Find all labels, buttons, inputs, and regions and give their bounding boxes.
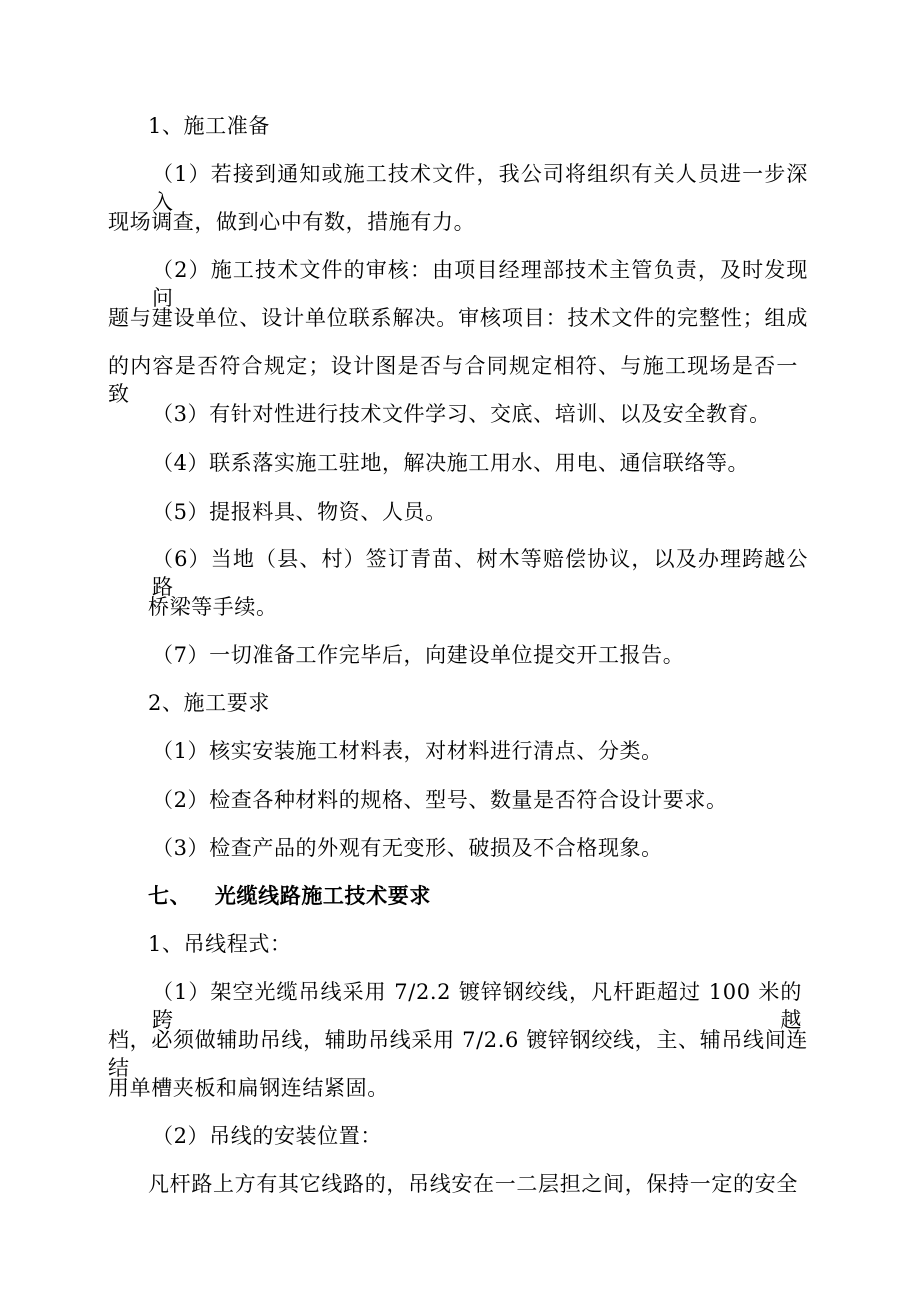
paragraph-line: （3）检查产品的外观有无变形、破损及不合格现象。 (152, 836, 663, 860)
heading-suspension-wire-type: 1、吊线程式： (148, 932, 292, 956)
heading-construction-requirements: 2、施工要求 (148, 691, 270, 715)
paragraph-line: （1）架空光缆吊线采用 7/2.2 镀锌钢绞线，凡杆距超过 100 米的跨越 (152, 980, 802, 1032)
paragraph-line: （7）一切准备工作完毕后，向建设单位提交开工报告。 (152, 643, 685, 667)
heading-construction-preparation: 1、施工准备 (148, 114, 270, 138)
paragraph-line: 的内容是否符合规定；设计图是否与合同规定相符、与施工现场是否一致 (108, 354, 798, 406)
section-heading-cable-line-requirements: 七、 光缆线路施工技术要求 (148, 883, 431, 908)
paragraph-line: （2）施工技术文件的审核：由项目经理部技术主管负责，及时发现问 (152, 258, 808, 310)
paragraph-line: 凡杆路上方有其它线路的，吊线安在一二层担之间，保持一定的安全 (148, 1172, 798, 1196)
paragraph-line: 用单槽夹板和扁钢连结紧固。 (108, 1076, 389, 1100)
paragraph-line: （1）核实安装施工材料表，对材料进行清点、分类。 (152, 739, 663, 763)
paragraph-line: （6）当地（县、村）签订青苗、树木等赔偿协议，以及办理跨越公路 (152, 547, 808, 599)
paragraph-line: 桥梁等手续。 (148, 595, 278, 619)
paragraph-line: （2）检查各种材料的规格、型号、数量是否符合设计要求。 (152, 788, 728, 812)
paragraph-line: 题与建设单位、设计单位联系解决。审核项目：技术文件的完整性；组成 (108, 306, 808, 330)
paragraph-line: 档，必须做辅助吊线，辅助吊线采用 7/2.6 镀锌钢绞线，主、辅吊线间连结 (108, 1028, 808, 1080)
paragraph-line: （4）联系落实施工驻地，解决施工用水、用电、通信联络等。 (152, 451, 750, 475)
paragraph-line: （1）若接到通知或施工技术文件，我公司将组织有关人员进一步深入 (152, 162, 808, 214)
paragraph-line: （5）提报料具、物资、人员。 (152, 500, 447, 524)
paragraph-line: （3）有针对性进行技术文件学习、交底、培训、以及安全教育。 (152, 402, 771, 426)
paragraph-line: （2）吊线的安装位置： (152, 1124, 382, 1148)
paragraph-line: 现场调查，做到心中有数，措施有力。 (108, 210, 476, 234)
